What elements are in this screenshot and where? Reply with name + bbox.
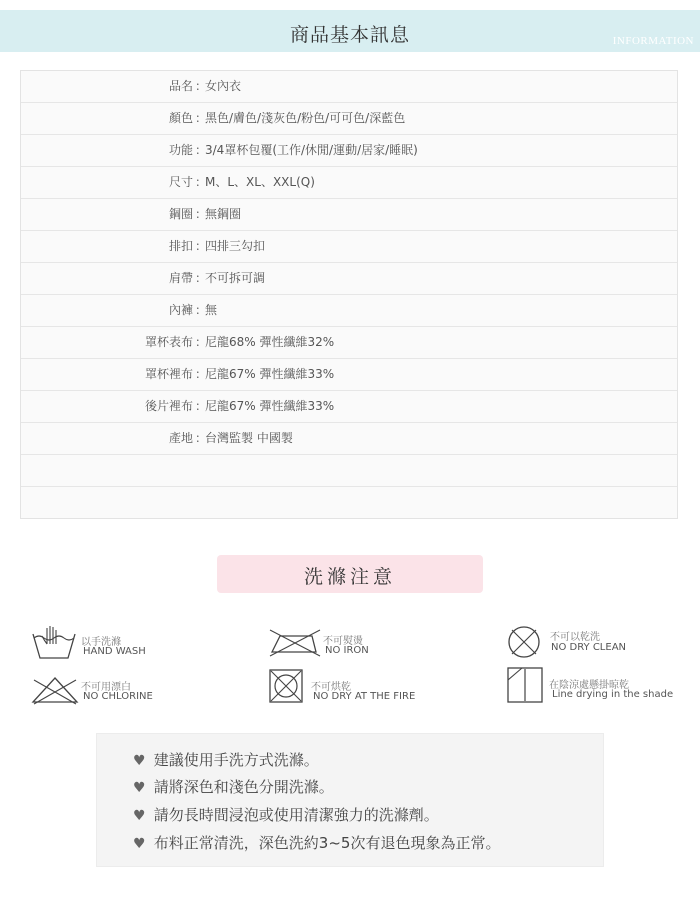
info-row-cup-lining [21, 359, 677, 391]
care-label-cn: 以手洗滌 [81, 637, 121, 648]
care-label-en: NO DRY AT THE FIRE [313, 691, 416, 702]
no-iron-icon [268, 626, 322, 658]
info-label: 品名 [168, 79, 193, 93]
info-value: 女內衣 [205, 79, 242, 93]
info-colon: ： [195, 271, 208, 285]
info-label: 鋼圈 [168, 207, 193, 221]
info-colon: ： [195, 303, 208, 317]
care-no-iron [268, 626, 428, 666]
tip-item [133, 832, 500, 853]
info-row-back-lining [21, 391, 677, 423]
section-subtitle-information: INFORMATION [612, 35, 694, 47]
info-label: 罩杯表布 [144, 335, 193, 349]
info-colon: ： [195, 111, 208, 125]
no-bleach-icon [30, 674, 80, 706]
info-row-size [21, 167, 677, 199]
no-tumble-dry-icon [268, 668, 304, 704]
info-label: 罩杯裡布 [144, 367, 193, 381]
heart-icon: ♥ [133, 753, 146, 769]
product-info-table [20, 70, 678, 519]
care-label-en: NO IRON [325, 645, 369, 656]
wash-tips-box [96, 733, 604, 867]
info-label: 功能 [168, 143, 193, 157]
info-label: 內褲 [168, 303, 193, 317]
care-label-en: HAND WASH [83, 646, 146, 657]
info-label: 顏色 [168, 111, 193, 125]
section-title-product-info: 商品基本訊息 [289, 24, 410, 46]
info-row-cup-outer [21, 327, 677, 359]
heart-icon: ♥ [133, 808, 146, 824]
info-colon: ： [195, 175, 208, 189]
care-no-chlorine [30, 674, 210, 714]
info-label: 肩帶 [168, 271, 193, 285]
info-colon: ： [195, 367, 208, 381]
info-value: 尼龍68% 彈性纖維32% [205, 335, 335, 349]
care-label-cn: 不可烘乾 [311, 682, 351, 693]
info-row-underwire [21, 199, 677, 231]
line-dry-shade-icon [506, 666, 544, 704]
info-row-briefs [21, 295, 677, 327]
hand-wash-icon [30, 622, 78, 662]
care-no-dry-clean [506, 624, 676, 664]
info-row-empty [21, 455, 677, 487]
info-row-color [21, 103, 677, 135]
info-label: 排扣 [168, 239, 193, 253]
info-colon: ： [195, 239, 208, 253]
info-row-hooks [21, 231, 677, 263]
section-title-wash-care: 洗滌注意 [303, 566, 396, 588]
care-no-dry-fire [268, 668, 448, 708]
info-label: 後片裡布 [144, 399, 193, 413]
info-colon: ： [195, 399, 208, 413]
tip-text: 建議使用手洗方式洗滌。 [153, 751, 319, 769]
care-label-en: NO DRY CLEAN [551, 642, 627, 653]
heart-icon: ♥ [133, 836, 146, 852]
info-colon: ： [195, 431, 208, 445]
info-row-straps [21, 263, 677, 295]
info-value: 台灣監製 中國製 [205, 431, 293, 445]
care-label-cn: 不可熨燙 [323, 636, 363, 647]
care-hand-wash [30, 622, 220, 662]
no-dry-clean-icon [506, 624, 542, 660]
info-label: 產地 [168, 431, 193, 445]
tip-item [133, 804, 439, 825]
tip-text: 請將深色和淺色分開洗滌。 [153, 778, 334, 796]
care-label-en: Line drying in the shade [552, 689, 674, 700]
info-value: 無 [205, 303, 218, 317]
info-value: 黑色/膚色/淺灰色/粉色/可可色/深藍色 [205, 111, 406, 125]
care-line-dry-shade [506, 666, 696, 706]
care-label-en: NO CHLORINE [83, 691, 153, 702]
info-colon: ： [195, 207, 208, 221]
info-label: 尺寸 [168, 175, 193, 189]
info-row-empty [21, 487, 677, 519]
info-value: 3/4罩杯包覆(工作/休閒/運動/居家/睡眠) [205, 143, 418, 157]
info-row-name [21, 71, 677, 103]
info-value: 四排三勾扣 [205, 239, 266, 253]
info-row-origin [21, 423, 677, 455]
info-row-function [21, 135, 677, 167]
care-label-cn: 不可以乾洗 [550, 632, 600, 643]
tip-text: 請勿長時間浸泡或使用清潔強力的洗滌劑。 [153, 806, 439, 824]
info-value: 不可拆可調 [205, 271, 266, 285]
info-value: M、L、XL、XXL(Q) [205, 175, 315, 189]
info-colon: ： [195, 79, 208, 93]
tip-item [133, 776, 334, 797]
info-colon: ： [195, 143, 208, 157]
care-label-cn: 不可用漂白 [81, 682, 131, 693]
info-value: 無鋼圈 [205, 207, 242, 221]
info-value: 尼龍67% 彈性纖維33% [205, 367, 335, 381]
tip-text: 布料正常清洗，深色洗約3~5次有退色現象為正常。 [153, 834, 501, 852]
care-label-cn: 在陰涼處懸掛晾乾 [549, 680, 629, 691]
tip-item [133, 749, 319, 770]
info-value: 尼龍67% 彈性纖維33% [205, 399, 335, 413]
info-colon: ： [195, 335, 208, 349]
heart-icon: ♥ [133, 780, 146, 796]
